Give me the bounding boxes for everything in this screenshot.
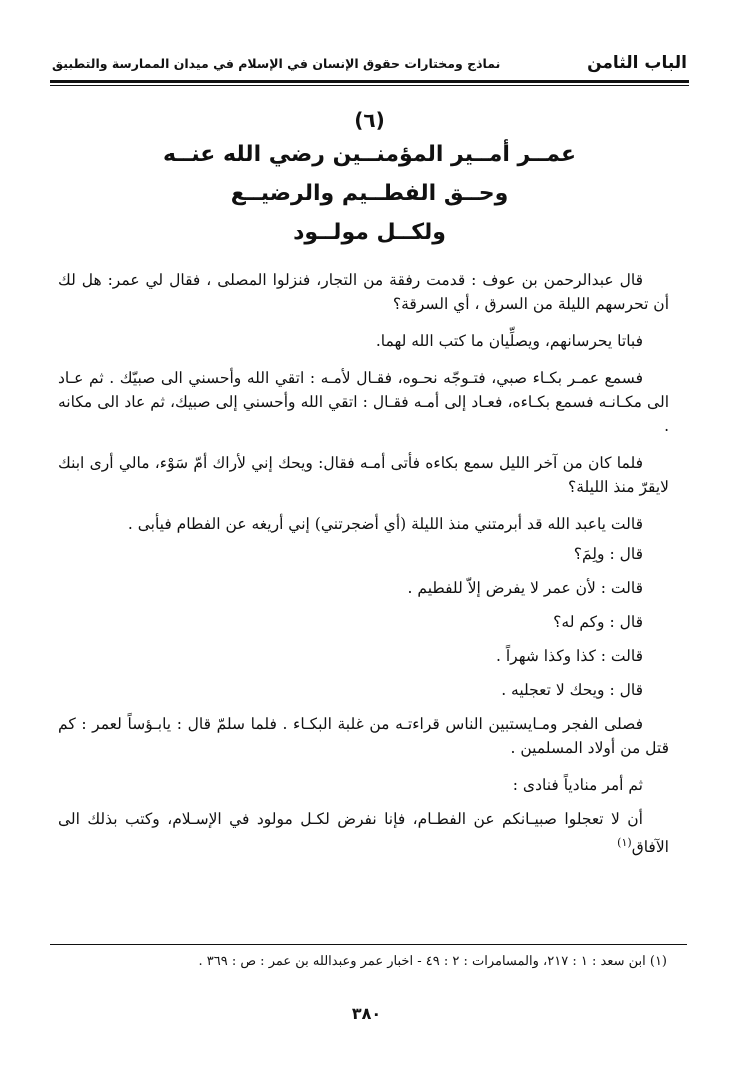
paragraph: فباتا يحرسانهم، ويصلِّيان ما كتب الله لهما. bbox=[375, 332, 643, 350]
title-line-2: وحــق الفطــيم والرضيــع bbox=[230, 181, 509, 206]
header-rule bbox=[50, 80, 689, 86]
footnote-rule bbox=[50, 944, 687, 945]
paragraph: قال عبدالرحمن بن عوف : قدمت رفقة من التجار، فنزلوا المصلى ، فقال لي عمر: هل لك أن تحرسهم الليلة من السرق ، أي السرقة؟ bbox=[58, 271, 669, 313]
paragraph: فصلى الفجر ومـايستبين الناس قراءتـه من غلبة البكـاء . فلما سلمّ قال : يابـؤساً لعمر : كم قتل من أولاد المسلمين . bbox=[58, 715, 669, 757]
running-header bbox=[52, 46, 687, 80]
dialogue-line: قالت : لأن عمر لا يفرض إلاّ للفطيم . bbox=[407, 579, 643, 597]
dialogue-line: قال : ولِمَ؟ bbox=[573, 545, 643, 563]
dialogue-line: قالت : كذا وكذا شهراً . bbox=[496, 647, 643, 665]
dialogue-line: قال : ويحك لا تعجليه . bbox=[501, 681, 643, 699]
paragraph: فسمع عمـر بكـاء صبي، فتـوجّه نحـوه، فقـال لأمـه : اتقي الله وأحسني الى صبيّك . ثم عـاد الى مكـانـه فسمع بكـاءه، فعـاد إلى أمـه فقـال : اتقي الله وأحسني إلى صبيك، ثم عاد الى مكانه . bbox=[58, 369, 669, 435]
paragraph: قالت ياعبد الله قد أبرمتني منذ الليلة (أي أضجرتني) إني أريغه عن الفطام فيأبى . bbox=[127, 515, 643, 533]
body-text bbox=[58, 268, 669, 872]
title-line-3: ولكــل مولــود bbox=[293, 220, 446, 245]
section-titles bbox=[50, 108, 689, 259]
paragraph: فلما كان من آخر الليل سمع بكاءه فأتى أمـه فقال: ويحك إني لأراك أمّ سَوْء، مالي أرى ابنك لايقرّ منذ الليلة؟ bbox=[58, 454, 669, 496]
footnote-reference[interactable]: (١) bbox=[617, 836, 632, 849]
dialogue-line: قال : وكم له؟ bbox=[553, 613, 643, 631]
paragraph: ثم أمر منادياً فنادى : bbox=[512, 776, 643, 794]
book-title: نماذج ومختارات حقوق الإنسان في الإسلام في ميدان الممارسة والتطبيق bbox=[52, 55, 501, 71]
paragraph-last-text: أن لا تعجلوا صبيـانكم عن الفطـام، فإنا نفرض لكـل مولود في الإسـلام، وكتب بذلك الى الآفاق bbox=[58, 810, 669, 857]
chapter-label: الباب الثامن bbox=[587, 53, 687, 73]
footnote: (١) ابن سعد : ١ : ٢١٧، والمسامرات : ٢ : ٤٩ - اخبار عمر وعبدالله بن عمر : ص : ٣٦٩ . bbox=[198, 954, 667, 969]
paragraph-last bbox=[58, 807, 669, 859]
page-number: ٣٨٠ bbox=[351, 1004, 382, 1023]
title-line-1: عمــر أمــير المؤمنــين رضي الله عنــه bbox=[162, 142, 577, 167]
section-number: (٦) bbox=[354, 108, 385, 132]
